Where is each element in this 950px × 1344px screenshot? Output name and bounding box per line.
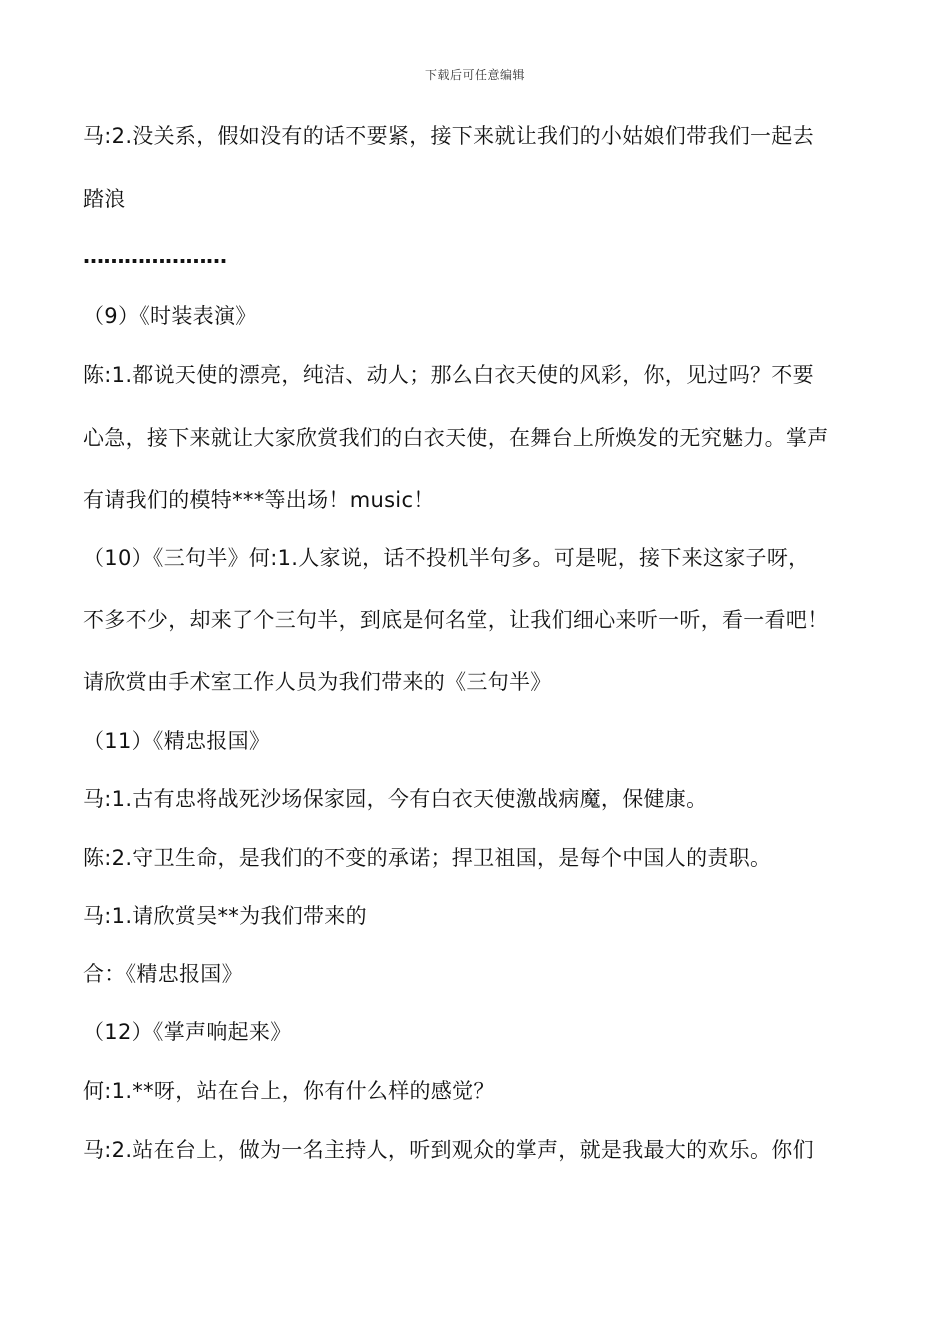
text-line: 有请我们的模特***等出场！music！ [83,488,435,512]
text-line: 马:2.站在台上，做为一名主持人，听到观众的掌声，就是我最大的欢乐。你们 [83,1138,814,1162]
section-heading-10: （10）《三句半》何:1.人家说，话不投机半句多。可是呢，接下来这家子呀， [83,546,810,570]
text-line: 合：《精忠报国》 [83,962,243,986]
ellipsis-divider: ………………… [83,244,227,268]
text-line: 不多不少，却来了个三句半，到底是何名堂，让我们细心来听一听，看一看吧！ [83,608,829,632]
text-line: 踏浪 [83,187,126,211]
text-line: 何:1.**呀，站在台上，你有什么样的感觉？ [83,1079,495,1103]
section-heading-11: （11）《精忠报国》 [83,729,271,753]
text-line: 陈:1.都说天使的漂亮，纯洁、动人；那么白衣天使的风彩，你，见过吗？不要 [83,363,814,387]
text-line: 马:2.没关系，假如没有的话不要紧，接下来就让我们的小姑娘们带我们一起去 [83,124,814,148]
text-line: 陈:2.守卫生命，是我们的不变的承诺；捍卫祖国，是每个中国人的责职。 [83,846,772,870]
text-line: 请欣赏由手术室工作人员为我们带来的《三句半》 [83,670,552,694]
header-note: 下载后可任意编辑 [424,68,525,82]
section-heading-12: （12）《掌声响起来》 [83,1020,292,1044]
text-line: 心急，接下来就让大家欣赏我们的白衣天使，在舞台上所焕发的无究魅力。掌声 [83,426,829,450]
text-line: 马:1.古有忠将战死沙场保家园，今有白衣天使激战病魔，保健康。 [83,787,708,811]
text-line: 马:1.请欣赏吴**为我们带来的 [83,904,367,928]
section-heading-9: （9）《时装表演》 [83,304,257,328]
